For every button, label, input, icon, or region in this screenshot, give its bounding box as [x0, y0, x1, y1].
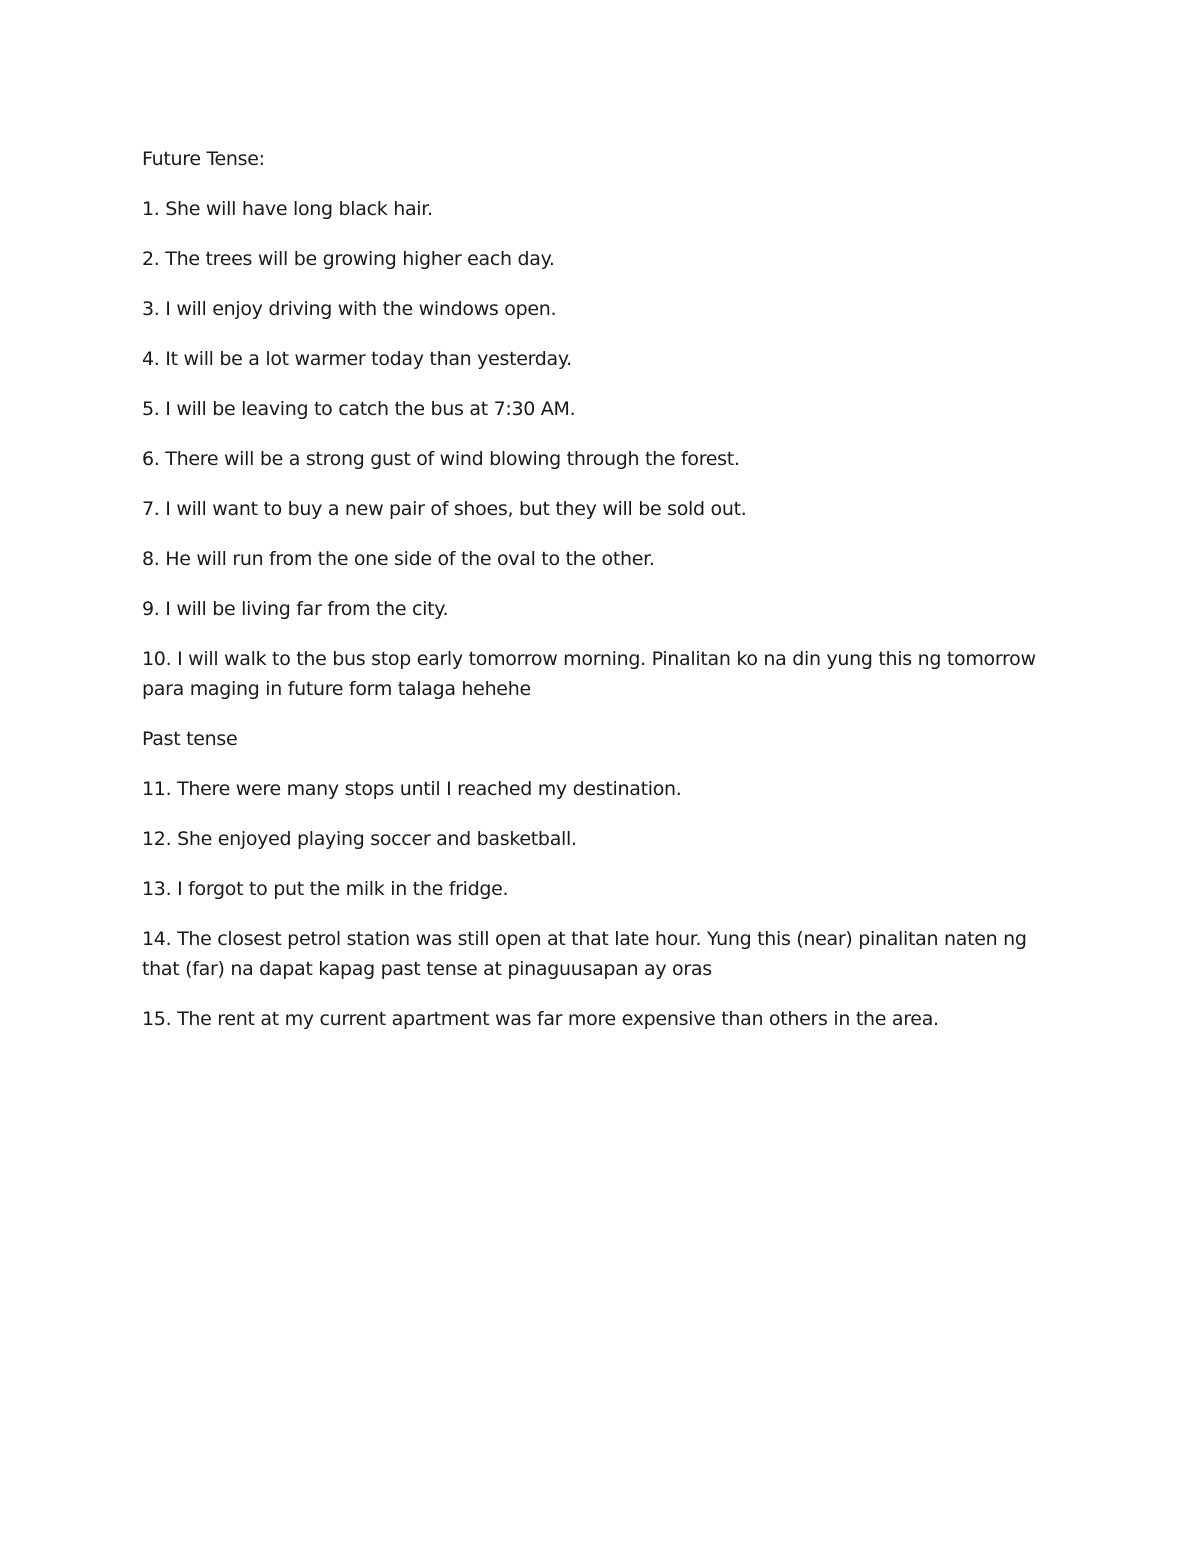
list-item [142, 774, 1062, 804]
future-tense-heading: Future Tense: [142, 148, 265, 170]
item-text: I will be leaving to catch the bus at 7:30 AM. [165, 398, 576, 420]
item-text: There will be a strong gust of wind blowing through the forest. [165, 448, 740, 470]
list-item [142, 644, 1062, 704]
item-text: I will walk to the bus stop early tomorrow morning. Pinalitan ko na din yung this ng tomorrow para maging in future form talaga hehehe [142, 648, 1036, 700]
item-text: He will run from the one side of the oval to the other. [165, 548, 655, 570]
item-number: 6. [142, 448, 160, 470]
list-item [142, 244, 1062, 274]
list-item [142, 494, 1062, 524]
item-text: I will be living far from the city. [165, 598, 449, 620]
item-number: 7. [142, 498, 160, 520]
item-number: 11. [142, 778, 172, 800]
list-item [142, 444, 1062, 474]
list-item [142, 924, 1062, 984]
item-number: 15. [142, 1008, 172, 1030]
item-text: I forgot to put the milk in the fridge. [177, 878, 509, 900]
item-text: It will be a lot warmer today than yesterday. [165, 348, 572, 370]
item-number: 1. [142, 198, 160, 220]
item-number: 4. [142, 348, 160, 370]
item-number: 12. [142, 828, 172, 850]
item-text: There were many stops until I reached my destination. [177, 778, 682, 800]
item-number: 5. [142, 398, 160, 420]
item-number: 14. [142, 928, 172, 950]
item-number: 3. [142, 298, 160, 320]
list-item [142, 194, 1062, 224]
list-item [142, 874, 1062, 904]
item-text: I will want to buy a new pair of shoes, but they will be sold out. [165, 498, 747, 520]
item-text: I will enjoy driving with the windows open. [165, 298, 557, 320]
list-item [142, 824, 1062, 854]
list-item [142, 594, 1062, 624]
list-item [142, 1004, 1062, 1034]
list-item [142, 544, 1062, 574]
item-number: 9. [142, 598, 160, 620]
list-item [142, 394, 1062, 424]
list-item [142, 344, 1062, 374]
item-text: She enjoyed playing soccer and basketball. [177, 828, 577, 850]
past-tense-heading: Past tense [142, 728, 238, 750]
item-text: The rent at my current apartment was far more expensive than others in the area. [177, 1008, 939, 1030]
item-number: 8. [142, 548, 160, 570]
item-number: 10. [142, 648, 172, 670]
list-item [142, 294, 1062, 324]
item-number: 2. [142, 248, 160, 270]
document-body [142, 144, 1062, 1054]
item-number: 13. [142, 878, 172, 900]
item-text: The trees will be growing higher each day. [165, 248, 555, 270]
item-text: She will have long black hair. [165, 198, 433, 220]
item-text: The closest petrol station was still open at that late hour. Yung this (near) pinalitan naten ng that (far) na dapat kapag past tense at pinaguusapan ay oras [142, 928, 1027, 980]
